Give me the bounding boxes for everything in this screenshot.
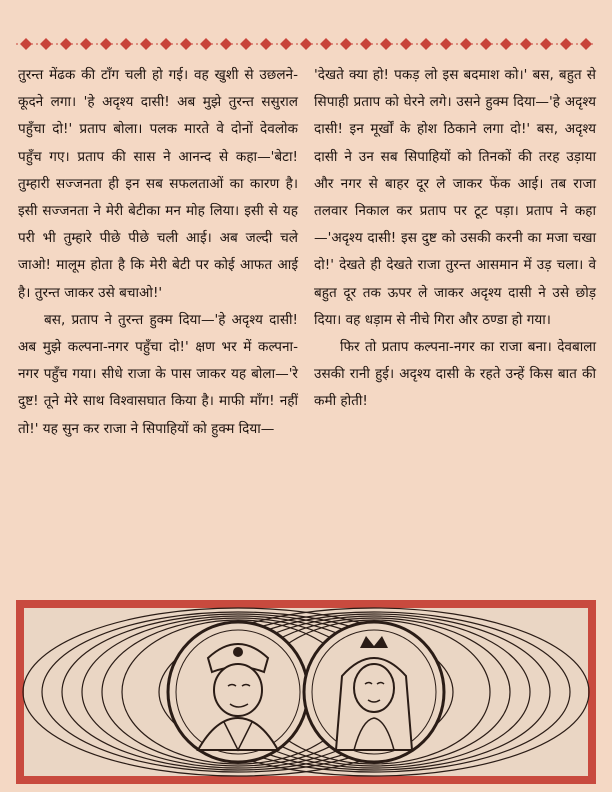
king-medallion bbox=[168, 622, 308, 762]
decorative-border-strip bbox=[16, 36, 596, 52]
right-paragraph-2: फिर तो प्रताप कल्पना-नगर का राजा बना। देवबाला उसकी रानी हुई। अदृश्य दासी के रहते उन्हें किस बात की कमी होती! bbox=[314, 339, 596, 410]
right-paragraph-1: 'देखते क्या हो! पकड़ लो इस बदमाश को।' बस, बहुत से सिपाही प्रताप को घेरने लगे। उसने हुक्म दिया—'हे अदृश्य दासी! इन मूर्खों के होश ठिकाने लगा दो!' बस, अदृश्य दासी ने उन सब सिपाहियों को तिनकों की तरह उड़ाया और नगर से बाहर दूर ले जाकर फेंक आई। तब राजा तलवार निकाल कर प्रताप पर टूट पड़ा। प्रताप ने कहा—'अदृश्य दासी! इस दुष्ट को उसकी करनी का मजा चखा दो!' देखते ही देखते राजा तुरन्त आसमान में उड़ चला। वे बहुत दूर तक ऊपर ले जाकर अदृश्य दासी ने उसे छोड़ दिया। वह धड़ाम से नीचे गिरा और ठण्डा हो गया। bbox=[314, 67, 596, 328]
king-queen-illustration bbox=[16, 600, 596, 784]
left-paragraph-1: तुरन्त मेंढक की टाँग चली हो गई। वह खुशी से उछलने-कूदने लगा। 'हे अदृश्य दासी! अब मुझे तुरन्त ससुराल पहुँचा दो!' प्रताप बोला। पलक मारते वे दोनों देवलोक पहुँच गए। प्रताप की सास ने आनन्द से कहा—'बेटा! तुम्हारी सज्जनता ही इन सब सफलताओं का कारण है। इसी सज्जनता ने मेरी बेटीका मन मोह लिया। इसी से यह परी भी तुम्हारे पीछे पीछे चली आई। अब जल्दी चले जाओ! मालूम होता है कि मेरी बेटी पर कोई आफत आई है। तुरन्त जाकर उसे बचाओ!' bbox=[18, 67, 298, 301]
right-text-column bbox=[314, 62, 596, 416]
left-text-column bbox=[18, 62, 298, 443]
left-paragraph-2: बस, प्रताप ने तुरन्त हुक्म दिया—'हे अदृश्य दासी! अब मुझे कल्पना-नगर पहुँचा दो!' क्षण भर में कल्पना-नगर पहुँच गया। सीधे राजा के पास जाकर यह बोला—'रे दुष्ट! तूने मेरे साथ विश्वासघात किया है। माफी माँग! नहीं तो!' यह सुन कर राजा ने सिपाहियों को हुक्म दिया— bbox=[18, 311, 298, 437]
queen-medallion bbox=[304, 622, 444, 762]
king-face bbox=[214, 664, 262, 716]
queen-face bbox=[354, 664, 394, 712]
